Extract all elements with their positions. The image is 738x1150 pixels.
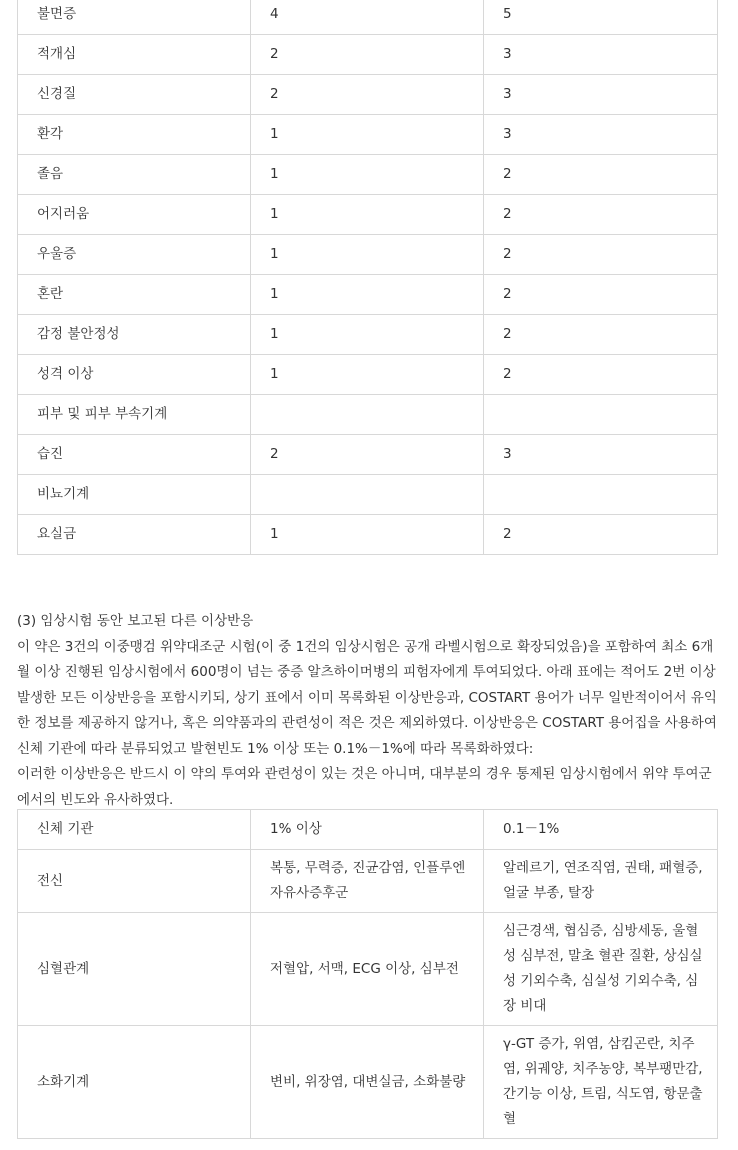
common-events-cell: 변비, 위장염, 대변실금, 소화불량 bbox=[251, 1026, 484, 1139]
header-cell: 1% 이상 bbox=[251, 810, 484, 850]
value-cell: 1 bbox=[251, 275, 484, 315]
table-row bbox=[18, 275, 718, 315]
value-cell: 1 bbox=[251, 155, 484, 195]
value-cell: 2 bbox=[484, 195, 718, 235]
value-cell: 2 bbox=[251, 75, 484, 115]
table-row bbox=[18, 1026, 718, 1139]
table-row bbox=[18, 195, 718, 235]
organ-cell: 소화기계 bbox=[18, 1026, 251, 1139]
table-row bbox=[18, 115, 718, 155]
value-cell: 3 bbox=[484, 115, 718, 155]
less-common-events-cell: 알레르기, 연조직염, 권태, 패혈증, 얼굴 부종, 탈장 bbox=[484, 850, 718, 913]
value-cell: 2 bbox=[484, 355, 718, 395]
event-name-cell: 적개심 bbox=[18, 35, 251, 75]
common-events-cell: 저혈압, 서맥, ECG 이상, 심부전 bbox=[251, 913, 484, 1026]
header-cell: 신체 기관 bbox=[18, 810, 251, 850]
value-cell bbox=[484, 395, 718, 435]
value-cell: 2 bbox=[484, 155, 718, 195]
value-cell: 1 bbox=[251, 515, 484, 555]
section-paragraph: 이러한 이상반응은 반드시 이 약의 투여와 관련성이 있는 것은 아니며, 대부분의 경우 통제된 임상시험에서 위약 투여군에서의 빈도와 유사하였다. bbox=[17, 766, 712, 808]
event-name-cell: 졸음 bbox=[18, 155, 251, 195]
value-cell bbox=[484, 475, 718, 515]
section-heading: (3) 임상시험 동안 보고된 다른 이상반응 bbox=[17, 613, 254, 629]
value-cell: 2 bbox=[251, 435, 484, 475]
value-cell: 2 bbox=[484, 275, 718, 315]
event-name-cell: 불면증 bbox=[18, 0, 251, 35]
value-cell: 1 bbox=[251, 195, 484, 235]
value-cell: 1 bbox=[251, 355, 484, 395]
table-row bbox=[18, 475, 718, 515]
table-row bbox=[18, 155, 718, 195]
value-cell: 2 bbox=[484, 315, 718, 355]
event-name-cell: 신경질 bbox=[18, 75, 251, 115]
table-row bbox=[18, 913, 718, 1026]
event-name-cell: 요실금 bbox=[18, 515, 251, 555]
value-cell: 2 bbox=[484, 235, 718, 275]
event-name-cell: 혼란 bbox=[18, 275, 251, 315]
less-common-events-cell: γ-GT 증가, 위염, 삼킴곤란, 치주염, 위궤양, 치주농양, 복부팽만감, 간기능 이상, 트림, 식도염, 항문출혈 bbox=[484, 1026, 718, 1139]
value-cell: 1 bbox=[251, 235, 484, 275]
table-row bbox=[18, 850, 718, 913]
table-row bbox=[18, 515, 718, 555]
section-paragraph: 이 약은 3건의 이중맹검 위약대조군 시험(이 중 1건의 임상시험은 공개 라벨시험으로 확장되었음)을 포함하여 최소 6개월 이상 진행된 임상시험에서 600명이 넘는 중증 알츠하이머병의 피험자에게 투여되었다. 아래 표에는 적어도 2번 이상 발생한 모든 이상반응을 포함시키되, 상기 표에서 이미 목록화된 이상반응과, COSTART 용어가 너무 일반적이어서 유익한 정보를 제공하지 않거나, 혹은 의약품과의 관련성이 적은 것은 제외하였다. 이상반응은 COSTART 용어집을 사용하여 신체 기관에 따라 분류되었고 발현빈도 1% 이상 또는 0.1%－1%에 따라 목록화하였다: bbox=[17, 638, 717, 757]
table-header-row bbox=[18, 810, 718, 850]
value-cell: 5 bbox=[484, 0, 718, 35]
value-cell: 4 bbox=[251, 0, 484, 35]
value-cell: 1 bbox=[251, 315, 484, 355]
event-name-cell: 감정 불안정성 bbox=[18, 315, 251, 355]
value-cell: 3 bbox=[484, 435, 718, 475]
table-row bbox=[18, 395, 718, 435]
table-row bbox=[18, 315, 718, 355]
table-row bbox=[18, 0, 718, 35]
common-events-cell: 복통, 무력증, 진균감염, 인플루엔자유사증후군 bbox=[251, 850, 484, 913]
less-common-events-cell: 심근경색, 협심증, 심방세동, 울혈성 심부전, 말초 혈관 질환, 상심실성 기외수축, 심실성 기외수축, 심장 비대 bbox=[484, 913, 718, 1026]
event-name-cell: 우울증 bbox=[18, 235, 251, 275]
table-row bbox=[18, 35, 718, 75]
other-adverse-events-section bbox=[17, 609, 722, 813]
value-cell bbox=[251, 475, 484, 515]
value-cell bbox=[251, 395, 484, 435]
header-cell: 0.1－1% bbox=[484, 810, 718, 850]
adverse-events-table bbox=[17, 0, 718, 555]
table-row bbox=[18, 235, 718, 275]
organ-cell: 심혈관계 bbox=[18, 913, 251, 1026]
table-row bbox=[18, 75, 718, 115]
value-cell: 3 bbox=[484, 35, 718, 75]
organ-cell: 전신 bbox=[18, 850, 251, 913]
event-name-cell: 성격 이상 bbox=[18, 355, 251, 395]
value-cell: 3 bbox=[484, 75, 718, 115]
value-cell: 2 bbox=[484, 515, 718, 555]
event-name-cell: 어지러움 bbox=[18, 195, 251, 235]
event-name-cell: 환각 bbox=[18, 115, 251, 155]
table-row bbox=[18, 435, 718, 475]
event-name-cell: 피부 및 피부 부속기계 bbox=[18, 395, 251, 435]
event-name-cell: 비뇨기계 bbox=[18, 475, 251, 515]
value-cell: 1 bbox=[251, 115, 484, 155]
table-row bbox=[18, 355, 718, 395]
value-cell: 2 bbox=[251, 35, 484, 75]
event-name-cell: 습진 bbox=[18, 435, 251, 475]
body-system-adverse-events-table bbox=[17, 809, 718, 1139]
